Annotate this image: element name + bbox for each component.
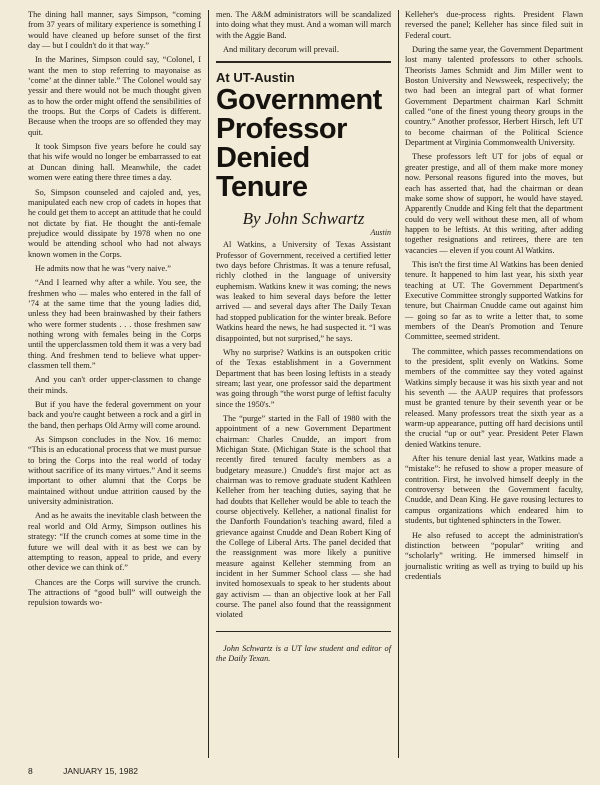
- paragraph: And as he awaits the inevitable clash between the real world and Old Army, Simpson outlines his strategy: “If the crunch comes at some time in the future we will deal with it as best we can by attempting to reason, appeal to pride, and every other device we can think of.”: [28, 511, 201, 573]
- paragraph: And you can't order upper-classmen to change their minds.: [28, 375, 201, 395]
- column-right: [405, 10, 583, 586]
- paragraph: Al Watkins, a University of Texas Assistant Professor of Government, received a certified letter two days before Christmas. It was a tenure refusal, richly clothed in the language of university euphemism. Watkins knew it was coming; the news was leaked to him several days before the letter arrived — and several days after The Daily Texan had stopped publication for the winter break. Before Watkins heard the news, he had suspected it. “I was disappointed, but not surprised,” he says.: [216, 240, 391, 343]
- paragraph: The “purge” started in the Fall of 1980 with the appointment of a new Government Department chairman: Charles Cnudde, an import from Michigan State. (Michigan State is the school that recently fired tenured faculty members as a budgetary measure.) Cnudde's first major act as chairman was to remove graduate student Kathleen Kelleher from her teaching duties, saying that he had doubts that Kelleher would be able to teach the course objectively. Kelleher, a national finalist for the Danforth Foundation's teaching award, filed a grievance against Cnudde and Dean Robert King of the College of Liberal Arts. The panel decided that the reassignment was more likely a punitive measure against Kelleher stemming from an incident in her Summer School class — she had invited homosexuals to speak to her students about gay activism — than an objective look at her Fall course. The panel also found that the reassignment violated: [216, 413, 391, 620]
- page-number: 8: [28, 766, 33, 776]
- column-divider: [398, 10, 399, 758]
- column-left: [28, 10, 201, 613]
- paragraph: Chances are the Corps will survive the crunch. The attractions of “good bull” will outweigh the repulsion towards wo-: [28, 577, 201, 608]
- paragraph: “And I learned why after a while. You see, the freshmen who — males who entered in the fall of ’74 at the same time that the young ladies did, unless they had been brainwashed by their fathers who were former students . . . those freshmen saw nothing wrong with females being in the Corps until the upperclassmen told them it was a very bad thing. And freshmen tend to believe what upper-classmen tell them.”: [28, 278, 201, 370]
- paragraph: This isn't the first time Al Watkins has been denied tenure. It happened to him last year, his sixth year teaching at UT. The Government Department's Executive Committee strongly supported Watkins for tenure, but Chairman Cnudde came out against him — going so far as to write a letter that, to some members of the Dean's Promotion and Tenure Committee, seemed strident.: [405, 259, 583, 342]
- issue-date: JANUARY 15, 1982: [63, 766, 138, 776]
- paragraph: And military decorum will prevail.: [223, 45, 339, 55]
- paragraph: In the Marines, Simpson could say, “Colonel, I want the men to stop referring to mayonaise as ‘come’ at the dinner table.” The Colonel would say yessir and there would not be much thought given as to how the order might offend the sensibilities of the troops. But the Corps of Cadets is different. Because when the troops are so offended they may quit.: [28, 55, 201, 137]
- paragraph: He also refused to accept the administration's distinction between “popular” writing and “scholarly” writing. He immersed himself in journalistic writing as well as trying to build up his credentials: [405, 530, 583, 581]
- paragraph: It took Simpson five years before he could say that his wife would no longer be embarrassed to eat at Duncan dining hall. Meanwhile, the cadet women were eating there three times a day.: [28, 142, 201, 183]
- paragraph: During the same year, the Government Department lost many talented professors to other schools. Theorists James Schmidt and Jim Miller went to Boston University and Newsweek, respectively; the two had been an integral part of what former Government Department chairman Karl Schmitt called “one of the finest young theory groups in the country.” Another professor, Herbert Hirsch, left UT to become chairman of the Political Science Department at Virginia Commonwealth University.: [405, 45, 583, 148]
- paragraph: As Simpson concludes in the Nov. 16 memo: “This is an educational process that we must pursue to bring the Corps into the real world of today without sacrifice of its many virtues.” And it seems important to other alumni that the Corps be maintained without undue attrition caused by the university administration.: [28, 435, 201, 507]
- paragraph: men. The A&M administrators will be scandalized into doing what they must. And a woman will march with the Aggie Band.: [216, 10, 391, 40]
- paragraph: But if you have the federal government on your back and you're caught between a rock and a girl in the band, then perhaps Old Army will come around.: [28, 400, 201, 430]
- article-continuation: [216, 10, 391, 55]
- paragraph: These professors left UT for jobs of equal or greater prestige, and all of them make more money now. Personal reasons figured into the moves, but each has asserted that, had the chairman or dean make some show of support, he would have stayed. Apparently Cnudde and King felt that the department could do very well without these men, all of whom happen to be leftists. At this writing, after adding together resignations and retirees, there are ten vacancies — eleven if you count Al Watkins.: [405, 152, 583, 255]
- paragraph: The dining hall manner, says Simpson, “coming from 37 years of military experience is something I would have cleaned up before sunset of the first day — but I couldn't do it that way.”: [28, 10, 201, 51]
- paragraph: He admits now that he was “very naive.”: [35, 263, 171, 273]
- paragraph: After his tenure denial last year, Watkins made a “mistake”: he refused to show a proper measure of contrition. First, he involved himself deeply in the controversy between the Government faculty, Cnudde, and Dean King. He gave rousing lectures to campus organizations which endeared him to students, but tightened sphincters in the Tower.: [405, 454, 583, 526]
- tagline-rule: [216, 631, 391, 632]
- page-footer: [28, 766, 166, 776]
- column-middle: [216, 10, 391, 664]
- article-body: [216, 240, 391, 620]
- dateline: Austin: [370, 228, 391, 238]
- headline: Government Professor Denied Tenure: [216, 83, 382, 203]
- paragraph: Kelleher's due-process rights. President Flawn reversed the panel; Kelleher has since filed suit in Federal court.: [405, 10, 583, 40]
- paragraph: Why no surprise? Watkins is an outspoken critic of the Texas establishment in a Government Department that has been losing leftists in a steady stream; last year, one professor said the department was going through “the worst purge of leftist faculty since the 1950's.”: [216, 347, 391, 409]
- article-separator-rule: [216, 61, 391, 63]
- column-divider: [208, 10, 209, 758]
- paragraph: The committee, which passes recommendations on to the president, split evenly on Watkins. Some members of the committee say they voted against Watkins simply because it was his sixth year and not his seventh — the AAUP requires that professors must be granted tenure by their seventh year or be released. Many professors treat the sixth year as a warm-up appearance, putting off hard decisions until the crucial “up or out” year. President Peter Flawn denied Watkins tenure.: [405, 346, 583, 449]
- kicker: At UT-Austin: [216, 70, 295, 86]
- author-tagline: John Schwartz is a UT law student and editor of the Daily Texan.: [216, 643, 391, 664]
- byline: By John Schwartz: [242, 208, 365, 228]
- paragraph: So, Simpson counseled and cajoled and, yes, manipulated each new crop of cadets in hopes that he could get them to accept an attitude that he could not dictate by fiat. He thought the anti-female prejudice would dissipate by 1978 when no one would be attending school who had not always known women in the Corps.: [28, 187, 201, 259]
